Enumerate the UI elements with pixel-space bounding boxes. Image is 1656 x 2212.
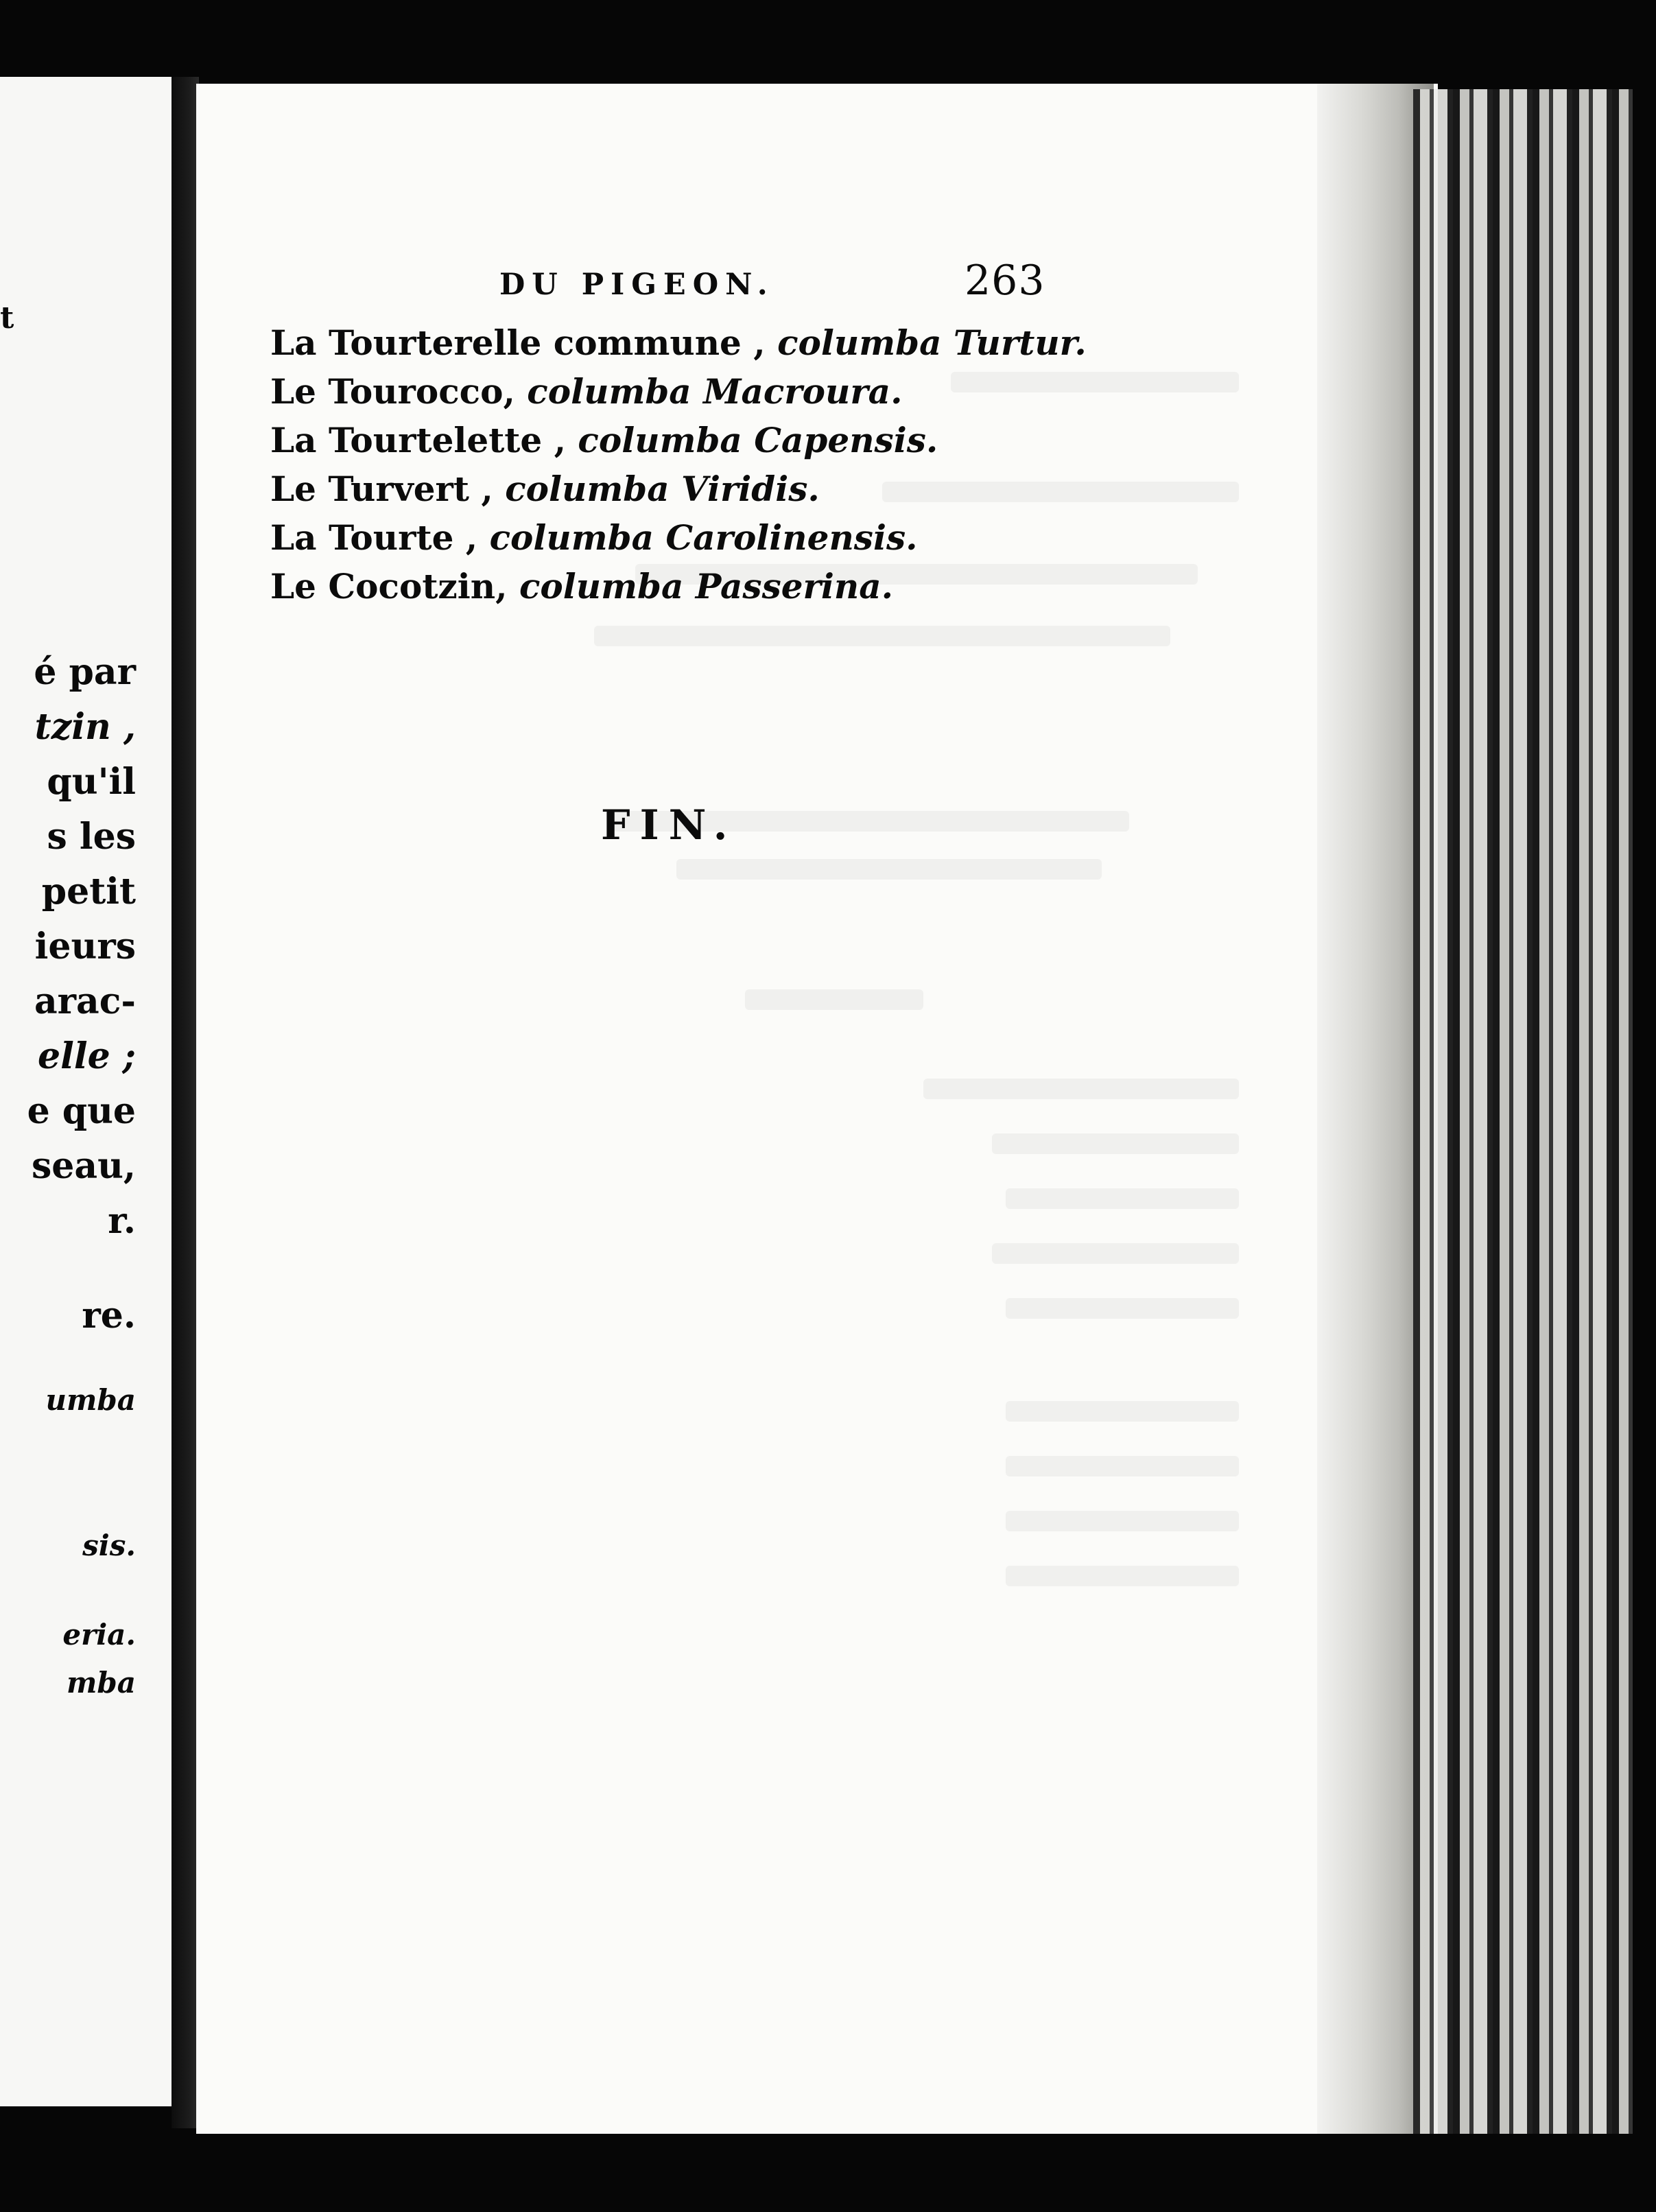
left-page-fragment: seau,: [32, 1145, 136, 1187]
left-page-fragment: re.: [82, 1295, 136, 1337]
end-mark: FIN.: [601, 801, 737, 849]
left-page-fragment: s les: [47, 816, 136, 858]
species-entry: [270, 513, 1087, 562]
left-page: [0, 77, 188, 2106]
show-through: [676, 859, 1102, 880]
left-page-fragment: e que: [27, 1090, 136, 1132]
running-head: DU PIGEON.: [499, 268, 774, 302]
species-entry: [270, 562, 1087, 611]
show-through: [594, 626, 1170, 646]
left-page-fragment: qu'il: [47, 761, 136, 803]
right-page: [196, 84, 1438, 2135]
page-number: 263: [965, 257, 1045, 305]
common-name: La Tourtelette ,: [270, 420, 578, 460]
common-name: Le Turvert ,: [270, 469, 506, 509]
left-page-fragment: t: [0, 301, 14, 336]
show-through: [745, 989, 923, 1010]
left-page-fragment: elle ;: [38, 1035, 136, 1077]
latin-name: columba Turtur.: [777, 322, 1087, 363]
show-through: [1006, 1401, 1239, 1422]
left-page-fragment: petit: [41, 871, 136, 913]
show-through: [1006, 1298, 1239, 1319]
show-through: [1006, 1566, 1239, 1586]
show-through: [992, 1243, 1239, 1264]
left-page-fragment: eria.: [62, 1618, 136, 1651]
left-page-fragment: tzin ,: [34, 706, 136, 748]
show-through: [1006, 1456, 1239, 1476]
latin-name: columba Carolinensis.: [489, 517, 918, 558]
common-name: Le Tourocco,: [270, 371, 528, 412]
latin-name: columba Passerina.: [519, 566, 894, 607]
latin-name: columba Viridis.: [505, 469, 820, 509]
latin-name: columba Macroura.: [527, 371, 903, 412]
left-page-fragment: mba: [66, 1666, 136, 1699]
book-block-edges: [1413, 89, 1633, 2134]
species-entry: [270, 416, 1087, 464]
show-through: [992, 1133, 1239, 1154]
scan-background: [0, 2134, 1656, 2212]
species-list: [270, 318, 1087, 611]
left-page-fragment: sis.: [82, 1529, 136, 1562]
gutter-shadow: [171, 77, 199, 2128]
show-through: [1006, 1188, 1239, 1209]
latin-name: columba Capensis.: [578, 420, 938, 460]
left-page-fragment: arac-: [34, 980, 136, 1022]
left-page-fragment: r.: [108, 1200, 136, 1242]
common-name: Le Cocotzin,: [270, 566, 519, 607]
left-page-fragment: umba: [45, 1383, 136, 1417]
common-name: La Tourterelle commune ,: [270, 322, 778, 363]
species-entry: [270, 318, 1087, 367]
show-through: [1006, 1511, 1239, 1531]
common-name: La Tourte ,: [270, 517, 490, 558]
species-entry: [270, 367, 1087, 416]
left-page-fragment: ieurs: [34, 926, 136, 967]
show-through: [923, 1079, 1239, 1099]
left-page-fragment: é par: [34, 651, 136, 693]
species-entry: [270, 464, 1087, 513]
